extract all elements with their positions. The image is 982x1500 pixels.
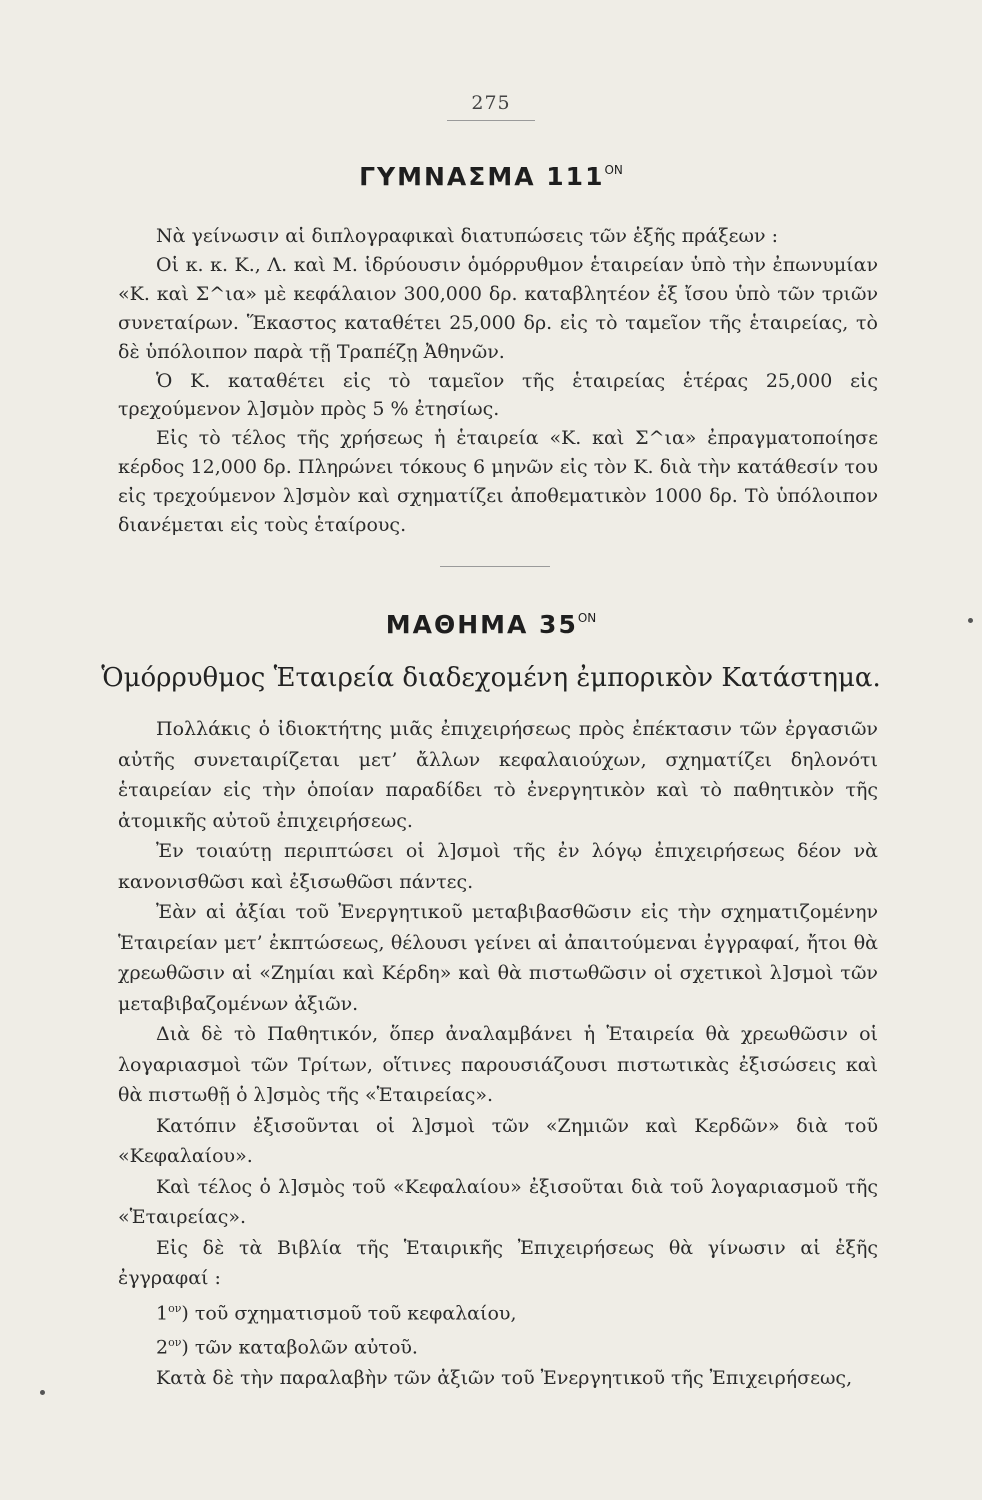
- margin-speck: [40, 1390, 45, 1395]
- list-marker: 1: [156, 1301, 169, 1324]
- list-item: [118, 1294, 878, 1329]
- lesson-heading: [0, 610, 982, 639]
- section-divider: [440, 566, 550, 567]
- list-text: ) τῶν καταβολῶν αὐτοῦ.: [181, 1336, 418, 1359]
- top-rule: [447, 120, 535, 121]
- exercise-paragraph: Ὁ Κ. καταθέτει εἰς τὸ ταμεῖον τῆς ἑταιρείας ἑτέρας 25,000 εἰς τρεχούμενον λ]σμὸν πρὸς 5 % ἐτησίως.: [118, 369, 878, 421]
- list-marker-sup: ον: [168, 1336, 182, 1350]
- lesson-heading-text: ΜΑΘΗΜΑ 35: [385, 610, 578, 639]
- page-number: 275: [471, 92, 511, 114]
- exercise-paragraph: Νὰ γείνωσιν αἱ διπλογραφικαὶ διατυπώσεις τῶν ἑξῆς πράξεων :: [156, 225, 778, 247]
- lesson-paragraph: Ἐν τοιαύτῃ περιπτώσει οἱ λ]σμοὶ τῆς ἐν λόγῳ ἐπιχειρήσεως δέον νὰ κανονισθῶσι καὶ ἐξισωθῶσι πάντες.: [118, 840, 878, 893]
- exercise-heading: [0, 162, 982, 191]
- lesson-heading-sup: ΟΝ: [577, 611, 597, 625]
- list-marker: 2: [156, 1336, 169, 1359]
- exercise-heading-text: ΓΥΜΝΑΣΜΑ 111: [359, 162, 605, 191]
- lesson-body: [118, 714, 878, 1394]
- list-text: ) τοῦ σχηματισμοῦ τοῦ κεφαλαίου,: [181, 1301, 517, 1324]
- lesson-paragraph: Πολλάκις ὁ ἰδιοκτήτης μιᾶς ἐπιχειρήσεως πρὸς ἐπέκτασιν τῶν ἐργασιῶν αὐτῆς συνεταιρίζεται μετ’ ἄλλων κεφαλαιούχων, σχηματίζει δηλονότι ἑταιρείαν εἰς τὴν ὁποίαν παραδίδει τὸ ἐνεργητικὸν καὶ τὸ παθητικὸν τῆς ἀτομικῆς αὐτοῦ ἐπιχειρήσεως.: [118, 718, 878, 832]
- lesson-paragraph: Εἰς δὲ τὰ Βιβλία τῆς Ἑταιρικῆς Ἐπιχειρήσεως θὰ γίνωσιν αἱ ἑξῆς ἐγγραφαί :: [118, 1236, 878, 1289]
- lesson-paragraph: Κατόπιν ἐξισοῦνται οἱ λ]σμοὶ τῶν «Ζημιῶν καὶ Κερδῶν» διὰ τοῦ «Κεφαλαίου».: [118, 1114, 878, 1167]
- lesson-last-line: Κατὰ δὲ τὴν παραλαβὴν τῶν ἀξιῶν τοῦ Ἐνεργητικοῦ τῆς Ἐπιχειρήσεως,: [156, 1367, 853, 1390]
- exercise-body: [118, 222, 878, 540]
- exercise-paragraph: Εἰς τὸ τέλος τῆς χρήσεως ἡ ἑταιρεία «Κ. καὶ Σ^ια» ἐπραγματοποίησε κέρδος 12,000 δρ. Πληρώνει τόκους 6 μηνῶν εἰς τὸν Κ. διὰ τὴν κατάθεσίν του εἰς τρεχούμενον λ]σμὸν καὶ σχηματίζει ἀποθεματικὸν 1000 δρ. Τὸ ὑπόλοιπον διανέμεται εἰς τοὺς ἑταίρους.: [118, 427, 878, 537]
- list-item: [118, 1328, 878, 1363]
- exercise-heading-sup: ΟΝ: [604, 163, 623, 177]
- margin-speck: [968, 618, 973, 623]
- lesson-paragraph: Ἐὰν αἱ ἀξίαι τοῦ Ἐνεργητικοῦ μεταβιβασθῶσιν εἰς τὴν σχηματιζομένην Ἑταιρείαν μετ’ ἐκπτώσεως, θέλουσι γείνει αἱ ἀπαιτούμεναι ἐγγραφαί, ἤτοι θὰ χρεωθῶσιν αἱ «Ζημίαι καὶ Κέρδη» καὶ θὰ πιστωθῶσιν οἱ σχετικοὶ λ]σμοὶ τῶν μεταβιβαζομένων ἀξιῶν.: [118, 901, 878, 1015]
- lesson-paragraph: Καὶ τέλος ὁ λ]σμὸς τοῦ «Κεφαλαίου» ἐξισοῦται διὰ τοῦ λογαριασμοῦ τῆς «Ἑταιρείας».: [118, 1175, 878, 1228]
- exercise-paragraph: Οἱ κ. κ. Κ., Λ. καὶ Μ. ἱδρύουσιν ὁμόρρυθμον ἑταιρείαν ὑπὸ τὴν ἐπωνυμίαν «Κ. καὶ Σ^ια» μὲ κεφάλαιον 300,000 δρ. καταβλητέον ἐξ ἴσου ὑπὸ τῶν τριῶν συνεταίρων. Ἕκαστος καταθέτει 25,000 δρ. εἰς τὸ ταμεῖον τῆς ἑταιρείας, τὸ δὲ ὑπόλοιπον παρὰ τῇ Τραπέζῃ Ἀθηνῶν.: [118, 253, 878, 363]
- lesson-subtitle: Ὁμόρρυθμος Ἑταιρεία διαδεχομένη ἐμπορικὸν Κατάστημα.: [101, 663, 881, 693]
- list-marker-sup: ον: [168, 1301, 182, 1315]
- lesson-paragraph: Διὰ δὲ τὸ Παθητικόν, ὅπερ ἀναλαμβάνει ἡ Ἑταιρεία θὰ χρεωθῶσιν οἱ λογαριασμοὶ τῶν Τρίτων, οἵτινες παρουσιάζουσι πιστωτικὰς ἐξισώσεις καὶ θὰ πιστωθῇ ὁ λ]σμὸς τῆς «Ἑταιρείας».: [118, 1023, 878, 1106]
